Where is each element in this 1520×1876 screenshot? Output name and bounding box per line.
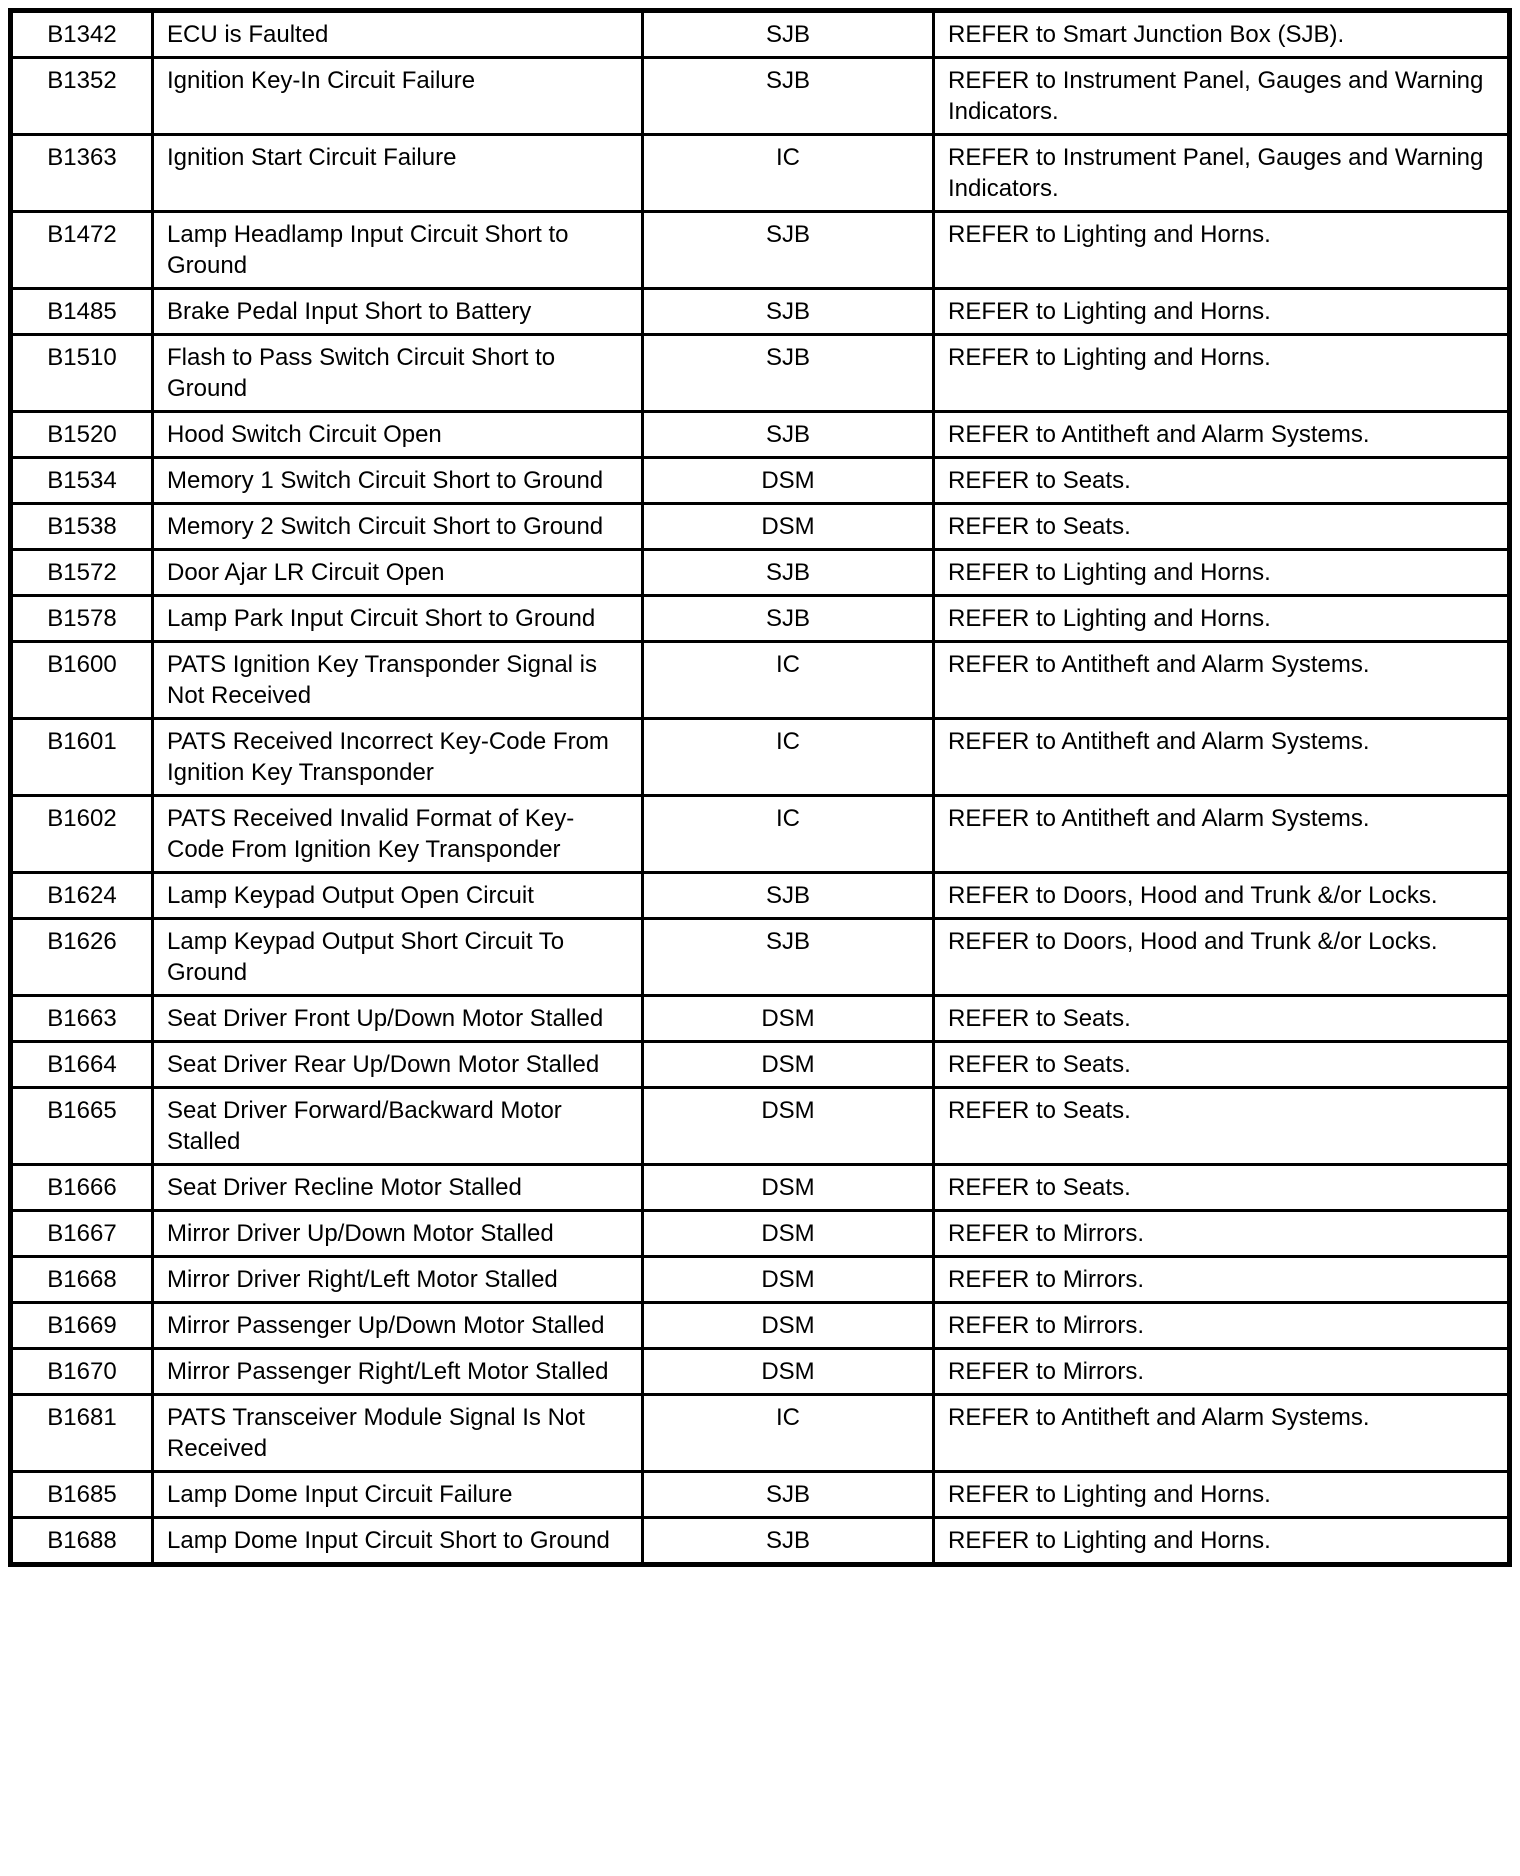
dtc-action-cell: REFER to Lighting and Horns. (934, 596, 1510, 642)
dtc-code-cell: B1534 (11, 458, 153, 504)
dtc-action-cell: REFER to Seats. (934, 458, 1510, 504)
dtc-code-cell: B1600 (11, 642, 153, 719)
dtc-table-row (11, 135, 1510, 212)
dtc-code-cell: B1510 (11, 335, 153, 412)
dtc-description-cell: PATS Received Incorrect Key-Code From Ignition Key Transponder (153, 719, 643, 796)
dtc-module-cell: SJB (643, 919, 934, 996)
dtc-table-row (11, 1303, 1510, 1349)
dtc-module-cell: SJB (643, 1472, 934, 1518)
dtc-table-row (11, 504, 1510, 550)
dtc-action-cell: REFER to Smart Junction Box (SJB). (934, 11, 1510, 58)
dtc-code-cell: B1602 (11, 796, 153, 873)
dtc-module-cell: IC (643, 1395, 934, 1472)
dtc-module-cell: IC (643, 642, 934, 719)
dtc-description-cell: Ignition Key-In Circuit Failure (153, 58, 643, 135)
dtc-module-cell: SJB (643, 11, 934, 58)
dtc-description-cell: Lamp Keypad Output Short Circuit To Ground (153, 919, 643, 996)
dtc-action-cell: REFER to Antitheft and Alarm Systems. (934, 1395, 1510, 1472)
dtc-table-row (11, 1211, 1510, 1257)
dtc-module-cell: IC (643, 135, 934, 212)
dtc-description-cell: Seat Driver Front Up/Down Motor Stalled (153, 996, 643, 1042)
dtc-module-cell: SJB (643, 596, 934, 642)
dtc-description-cell: Ignition Start Circuit Failure (153, 135, 643, 212)
dtc-action-cell: REFER to Antitheft and Alarm Systems. (934, 719, 1510, 796)
dtc-code-cell: B1485 (11, 289, 153, 335)
dtc-code-cell: B1681 (11, 1395, 153, 1472)
dtc-table-row (11, 1472, 1510, 1518)
dtc-description-cell: Seat Driver Recline Motor Stalled (153, 1165, 643, 1211)
dtc-table-body (11, 11, 1510, 1565)
dtc-action-cell: REFER to Mirrors. (934, 1211, 1510, 1257)
dtc-code-cell: B1668 (11, 1257, 153, 1303)
dtc-table-row (11, 719, 1510, 796)
dtc-table-row (11, 412, 1510, 458)
dtc-code-cell: B1352 (11, 58, 153, 135)
dtc-table-row (11, 642, 1510, 719)
dtc-code-cell: B1538 (11, 504, 153, 550)
dtc-table-row (11, 1088, 1510, 1165)
dtc-module-cell: DSM (643, 1257, 934, 1303)
dtc-code-cell: B1663 (11, 996, 153, 1042)
dtc-code-cell: B1670 (11, 1349, 153, 1395)
dtc-description-cell: Mirror Passenger Up/Down Motor Stalled (153, 1303, 643, 1349)
dtc-description-cell: PATS Ignition Key Transponder Signal is Not Received (153, 642, 643, 719)
dtc-table-row (11, 1395, 1510, 1472)
dtc-module-cell: DSM (643, 1303, 934, 1349)
dtc-action-cell: REFER to Mirrors. (934, 1303, 1510, 1349)
dtc-action-cell: REFER to Doors, Hood and Trunk &/or Locks. (934, 873, 1510, 919)
dtc-description-cell: PATS Received Invalid Format of Key-Code From Ignition Key Transponder (153, 796, 643, 873)
dtc-description-cell: Lamp Dome Input Circuit Failure (153, 1472, 643, 1518)
dtc-module-cell: DSM (643, 458, 934, 504)
dtc-code-cell: B1664 (11, 1042, 153, 1088)
dtc-module-cell: IC (643, 796, 934, 873)
dtc-action-cell: REFER to Doors, Hood and Trunk &/or Locks. (934, 919, 1510, 996)
dtc-module-cell: DSM (643, 504, 934, 550)
dtc-code-cell: B1342 (11, 11, 153, 58)
dtc-table (8, 8, 1512, 1567)
dtc-code-cell: B1666 (11, 1165, 153, 1211)
dtc-module-cell: SJB (643, 335, 934, 412)
dtc-action-cell: REFER to Seats. (934, 996, 1510, 1042)
dtc-code-cell: B1601 (11, 719, 153, 796)
dtc-description-cell: Seat Driver Forward/Backward Motor Stalled (153, 1088, 643, 1165)
dtc-description-cell: Mirror Driver Up/Down Motor Stalled (153, 1211, 643, 1257)
dtc-code-cell: B1685 (11, 1472, 153, 1518)
dtc-description-cell: Lamp Dome Input Circuit Short to Ground (153, 1518, 643, 1565)
dtc-table-row (11, 11, 1510, 58)
dtc-table-row (11, 58, 1510, 135)
dtc-description-cell: Hood Switch Circuit Open (153, 412, 643, 458)
dtc-module-cell: DSM (643, 1042, 934, 1088)
dtc-action-cell: REFER to Lighting and Horns. (934, 335, 1510, 412)
dtc-action-cell: REFER to Mirrors. (934, 1257, 1510, 1303)
dtc-description-cell: Lamp Keypad Output Open Circuit (153, 873, 643, 919)
dtc-table-row (11, 1349, 1510, 1395)
dtc-table-row (11, 1165, 1510, 1211)
dtc-module-cell: DSM (643, 996, 934, 1042)
dtc-action-cell: REFER to Lighting and Horns. (934, 212, 1510, 289)
dtc-description-cell: Brake Pedal Input Short to Battery (153, 289, 643, 335)
dtc-code-cell: B1624 (11, 873, 153, 919)
dtc-code-cell: B1667 (11, 1211, 153, 1257)
dtc-action-cell: REFER to Antitheft and Alarm Systems. (934, 412, 1510, 458)
dtc-module-cell: SJB (643, 212, 934, 289)
dtc-description-cell: ECU is Faulted (153, 11, 643, 58)
dtc-action-cell: REFER to Seats. (934, 1165, 1510, 1211)
dtc-description-cell: Seat Driver Rear Up/Down Motor Stalled (153, 1042, 643, 1088)
dtc-module-cell: DSM (643, 1165, 934, 1211)
dtc-code-cell: B1472 (11, 212, 153, 289)
dtc-module-cell: DSM (643, 1349, 934, 1395)
dtc-code-cell: B1363 (11, 135, 153, 212)
dtc-table-row (11, 335, 1510, 412)
dtc-action-cell: REFER to Lighting and Horns. (934, 550, 1510, 596)
dtc-table-row (11, 458, 1510, 504)
dtc-action-cell: REFER to Seats. (934, 1088, 1510, 1165)
dtc-table-row (11, 873, 1510, 919)
dtc-module-cell: DSM (643, 1211, 934, 1257)
dtc-table-row (11, 1518, 1510, 1565)
dtc-code-cell: B1578 (11, 596, 153, 642)
dtc-description-cell: Lamp Park Input Circuit Short to Ground (153, 596, 643, 642)
dtc-description-cell: Flash to Pass Switch Circuit Short to Ground (153, 335, 643, 412)
dtc-module-cell: IC (643, 719, 934, 796)
dtc-table-row (11, 919, 1510, 996)
dtc-table-row (11, 596, 1510, 642)
dtc-table-row (11, 1257, 1510, 1303)
dtc-module-cell: SJB (643, 873, 934, 919)
dtc-code-cell: B1669 (11, 1303, 153, 1349)
dtc-table-row (11, 550, 1510, 596)
dtc-description-cell: PATS Transceiver Module Signal Is Not Received (153, 1395, 643, 1472)
dtc-code-cell: B1688 (11, 1518, 153, 1565)
dtc-code-cell: B1520 (11, 412, 153, 458)
dtc-action-cell: REFER to Instrument Panel, Gauges and Warning Indicators. (934, 58, 1510, 135)
dtc-table-row (11, 212, 1510, 289)
dtc-description-cell: Lamp Headlamp Input Circuit Short to Ground (153, 212, 643, 289)
dtc-action-cell: REFER to Lighting and Horns. (934, 289, 1510, 335)
dtc-action-cell: REFER to Instrument Panel, Gauges and Warning Indicators. (934, 135, 1510, 212)
dtc-description-cell: Memory 1 Switch Circuit Short to Ground (153, 458, 643, 504)
dtc-module-cell: DSM (643, 1088, 934, 1165)
dtc-table-row (11, 1042, 1510, 1088)
dtc-action-cell: REFER to Seats. (934, 504, 1510, 550)
dtc-code-cell: B1665 (11, 1088, 153, 1165)
dtc-code-cell: B1626 (11, 919, 153, 996)
dtc-module-cell: SJB (643, 1518, 934, 1565)
dtc-table-row (11, 289, 1510, 335)
dtc-description-cell: Door Ajar LR Circuit Open (153, 550, 643, 596)
dtc-module-cell: SJB (643, 412, 934, 458)
dtc-action-cell: REFER to Lighting and Horns. (934, 1472, 1510, 1518)
dtc-action-cell: REFER to Seats. (934, 1042, 1510, 1088)
dtc-action-cell: REFER to Lighting and Horns. (934, 1518, 1510, 1565)
dtc-description-cell: Memory 2 Switch Circuit Short to Ground (153, 504, 643, 550)
dtc-module-cell: SJB (643, 550, 934, 596)
dtc-action-cell: REFER to Antitheft and Alarm Systems. (934, 796, 1510, 873)
dtc-code-cell: B1572 (11, 550, 153, 596)
dtc-action-cell: REFER to Mirrors. (934, 1349, 1510, 1395)
dtc-table-row (11, 996, 1510, 1042)
dtc-table-row (11, 796, 1510, 873)
dtc-module-cell: SJB (643, 289, 934, 335)
dtc-description-cell: Mirror Passenger Right/Left Motor Stalled (153, 1349, 643, 1395)
dtc-description-cell: Mirror Driver Right/Left Motor Stalled (153, 1257, 643, 1303)
dtc-module-cell: SJB (643, 58, 934, 135)
dtc-action-cell: REFER to Antitheft and Alarm Systems. (934, 642, 1510, 719)
